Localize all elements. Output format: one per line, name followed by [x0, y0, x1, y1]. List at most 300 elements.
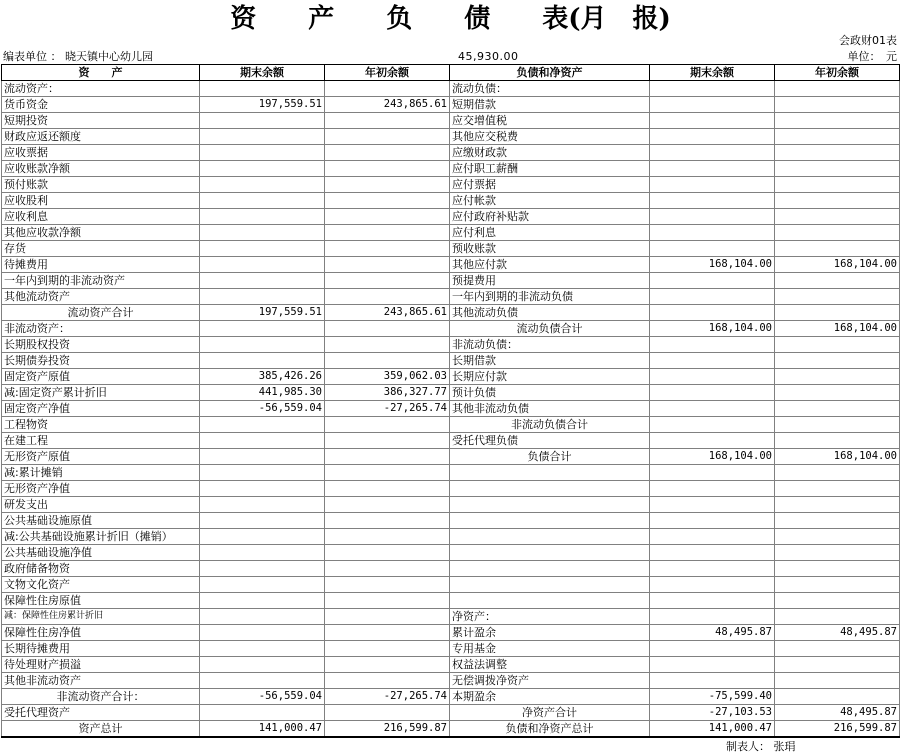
col-header-asset-year-start: 年初余额	[325, 65, 450, 81]
liability-period-end	[650, 577, 775, 593]
table-row	[2, 145, 900, 161]
asset-item: 其他非流动资产	[2, 673, 200, 689]
liability-period-end	[650, 97, 775, 113]
asset-item: 待摊费用	[2, 257, 200, 273]
table-row	[2, 257, 900, 273]
liability-period-end	[650, 241, 775, 257]
liability-period-end	[650, 609, 775, 625]
asset-item: 预付账款	[2, 177, 200, 193]
report-title: 资 产 负 债 表(月 报)	[230, 4, 671, 34]
table-row	[2, 177, 900, 193]
liability-item: 应付票据	[450, 177, 650, 193]
asset-year-start	[325, 609, 450, 625]
liability-period-end	[650, 545, 775, 561]
asset-item: 在建工程	[2, 433, 200, 449]
table-row	[2, 513, 900, 529]
liability-year-start	[775, 545, 900, 561]
liability-item: 专用基金	[450, 641, 650, 657]
liability-period-end: 168,104.00	[650, 321, 775, 337]
liability-item: 净资产合计	[450, 705, 650, 721]
table-body	[2, 81, 900, 738]
liability-period-end: 141,000.47	[650, 721, 775, 738]
asset-year-start	[325, 641, 450, 657]
liability-year-start: 168,104.00	[775, 321, 900, 337]
balance-sheet-table	[1, 64, 900, 738]
liability-period-end	[650, 225, 775, 241]
asset-year-start	[325, 241, 450, 257]
asset-year-start	[325, 593, 450, 609]
header-amount: 45,930.00	[458, 50, 519, 63]
asset-year-start	[325, 513, 450, 529]
currency-unit: 单位： 元	[847, 50, 897, 63]
liability-year-start	[775, 81, 900, 97]
asset-year-start	[325, 273, 450, 289]
asset-year-start	[325, 257, 450, 273]
asset-year-start: 243,865.61	[325, 305, 450, 321]
asset-period-end	[200, 241, 325, 257]
liability-item: 长期应付款	[450, 369, 650, 385]
liability-period-end	[650, 641, 775, 657]
liability-period-end	[650, 177, 775, 193]
table-row	[2, 81, 900, 97]
asset-item: 应收股利	[2, 193, 200, 209]
table-row	[2, 625, 900, 641]
asset-item: 固定资产净值	[2, 401, 200, 417]
liability-item: 其他应付款	[450, 257, 650, 273]
liability-year-start	[775, 529, 900, 545]
col-header-assets: 资 产	[2, 65, 200, 81]
asset-item: 流动资产合计	[2, 305, 200, 321]
liability-year-start	[775, 145, 900, 161]
table-row	[2, 609, 900, 625]
table-row	[2, 241, 900, 257]
asset-year-start	[325, 81, 450, 97]
asset-item: 长期待摊费用	[2, 641, 200, 657]
liability-year-start	[775, 417, 900, 433]
form-number: 会政财01表	[839, 34, 897, 47]
liability-item: 应付利息	[450, 225, 650, 241]
liability-year-start	[775, 113, 900, 129]
table-row	[2, 417, 900, 433]
asset-item: 减:固定资产累计折旧	[2, 385, 200, 401]
table-row	[2, 337, 900, 353]
preparer: 制表人： 张琄	[726, 740, 796, 753]
table-header-row	[2, 65, 900, 81]
liability-item: 净资产：	[450, 609, 650, 625]
table-row	[2, 401, 900, 417]
asset-period-end	[200, 417, 325, 433]
liability-item: 累计盈余	[450, 625, 650, 641]
liability-year-start	[775, 337, 900, 353]
asset-year-start	[325, 481, 450, 497]
liability-item: 非流动负债：	[450, 337, 650, 353]
asset-period-end	[200, 225, 325, 241]
asset-item: 流动资产：	[2, 81, 200, 97]
asset-year-start: -27,265.74	[325, 689, 450, 705]
asset-year-start	[325, 321, 450, 337]
liability-period-end	[650, 465, 775, 481]
liability-year-start	[775, 593, 900, 609]
liability-period-end	[650, 433, 775, 449]
asset-year-start	[325, 417, 450, 433]
asset-year-start	[325, 433, 450, 449]
asset-year-start	[325, 529, 450, 545]
table-row	[2, 481, 900, 497]
liability-period-end: 168,104.00	[650, 449, 775, 465]
table-row	[2, 433, 900, 449]
liability-item	[450, 465, 650, 481]
asset-period-end	[200, 577, 325, 593]
liability-year-start	[775, 401, 900, 417]
asset-period-end	[200, 465, 325, 481]
asset-item: 货币资金	[2, 97, 200, 113]
col-header-liability-period-end: 期末余额	[650, 65, 775, 81]
liability-year-start	[775, 161, 900, 177]
liability-year-start	[775, 481, 900, 497]
liability-period-end	[650, 129, 775, 145]
table-row	[2, 161, 900, 177]
asset-period-end	[200, 433, 325, 449]
asset-year-start	[325, 145, 450, 161]
asset-item: 公共基础设施原值	[2, 513, 200, 529]
liability-item	[450, 481, 650, 497]
asset-period-end	[200, 625, 325, 641]
liability-item: 一年内到期的非流动负债	[450, 289, 650, 305]
asset-year-start	[325, 225, 450, 241]
asset-year-start	[325, 353, 450, 369]
liability-item	[450, 545, 650, 561]
asset-item: 长期股权投资	[2, 337, 200, 353]
table-row	[2, 673, 900, 689]
asset-period-end	[200, 513, 325, 529]
asset-item: 减：保障性住房累计折旧	[2, 609, 200, 625]
liability-period-end	[650, 369, 775, 385]
table-row	[2, 721, 900, 738]
asset-year-start	[325, 113, 450, 129]
liability-period-end	[650, 513, 775, 529]
asset-period-end	[200, 145, 325, 161]
asset-period-end	[200, 673, 325, 689]
asset-item: 无形资产原值	[2, 449, 200, 465]
table-row	[2, 577, 900, 593]
asset-item: 一年内到期的非流动资产	[2, 273, 200, 289]
asset-period-end	[200, 289, 325, 305]
liability-period-end	[650, 193, 775, 209]
table-row	[2, 705, 900, 721]
table-row	[2, 305, 900, 321]
asset-period-end	[200, 449, 325, 465]
reporting-unit: 编表单位 ： 晓天镇中心幼儿园	[3, 50, 153, 63]
liability-year-start	[775, 657, 900, 673]
asset-year-start	[325, 209, 450, 225]
liability-period-end	[650, 417, 775, 433]
liability-year-start	[775, 97, 900, 113]
asset-item: 公共基础设施净值	[2, 545, 200, 561]
asset-year-start	[325, 545, 450, 561]
liability-item: 流动负债：	[450, 81, 650, 97]
liability-year-start: 168,104.00	[775, 449, 900, 465]
asset-period-end	[200, 481, 325, 497]
asset-item: 保障性住房净值	[2, 625, 200, 641]
table-row	[2, 449, 900, 465]
liability-period-end	[650, 497, 775, 513]
asset-item: 受托代理资产	[2, 705, 200, 721]
liability-period-end	[650, 481, 775, 497]
table-row	[2, 273, 900, 289]
asset-year-start	[325, 129, 450, 145]
liability-year-start	[775, 609, 900, 625]
asset-period-end	[200, 321, 325, 337]
asset-period-end: 141,000.47	[200, 721, 325, 738]
table-row	[2, 545, 900, 561]
liability-item: 预提费用	[450, 273, 650, 289]
asset-item: 长期债券投资	[2, 353, 200, 369]
liability-item: 本期盈余	[450, 689, 650, 705]
asset-period-end	[200, 353, 325, 369]
asset-period-end: 441,985.30	[200, 385, 325, 401]
liability-item	[450, 561, 650, 577]
liability-year-start	[775, 241, 900, 257]
liability-item: 应付职工薪酬	[450, 161, 650, 177]
liability-year-start	[775, 177, 900, 193]
table-row	[2, 465, 900, 481]
asset-item: 资产总计	[2, 721, 200, 738]
asset-year-start	[325, 673, 450, 689]
liability-year-start	[775, 513, 900, 529]
table-row	[2, 641, 900, 657]
liability-year-start	[775, 433, 900, 449]
liability-item: 应付政府补贴款	[450, 209, 650, 225]
liability-year-start	[775, 465, 900, 481]
liability-period-end	[650, 673, 775, 689]
liability-year-start	[775, 193, 900, 209]
asset-year-start: 243,865.61	[325, 97, 450, 113]
header-info-row	[0, 50, 901, 64]
liability-period-end	[650, 385, 775, 401]
liability-period-end	[650, 305, 775, 321]
asset-item: 应收账款净额	[2, 161, 200, 177]
asset-item: 减:公共基础设施累计折旧（摊销）	[2, 529, 200, 545]
liability-year-start: 216,599.87	[775, 721, 900, 738]
table-row	[2, 529, 900, 545]
asset-year-start: 216,599.87	[325, 721, 450, 738]
liability-item	[450, 497, 650, 513]
asset-item: 工程物资	[2, 417, 200, 433]
asset-period-end: 385,426.26	[200, 369, 325, 385]
asset-item: 无形资产净值	[2, 481, 200, 497]
table-row	[2, 113, 900, 129]
asset-period-end	[200, 257, 325, 273]
asset-item: 其他流动资产	[2, 289, 200, 305]
liability-year-start	[775, 689, 900, 705]
liability-year-start: 168,104.00	[775, 257, 900, 273]
table-row	[2, 593, 900, 609]
asset-item: 文物文化资产	[2, 577, 200, 593]
table-row	[2, 97, 900, 113]
asset-period-end	[200, 129, 325, 145]
liability-item	[450, 577, 650, 593]
asset-period-end: 197,559.51	[200, 97, 325, 113]
asset-item: 固定资产原值	[2, 369, 200, 385]
table-row	[2, 561, 900, 577]
liability-item: 权益法调整	[450, 657, 650, 673]
liability-item: 预收账款	[450, 241, 650, 257]
asset-item: 待处理财产损溢	[2, 657, 200, 673]
liability-year-start	[775, 129, 900, 145]
asset-period-end	[200, 161, 325, 177]
liability-period-end	[650, 561, 775, 577]
asset-period-end	[200, 81, 325, 97]
asset-year-start	[325, 705, 450, 721]
liability-period-end	[650, 337, 775, 353]
liability-year-start	[775, 305, 900, 321]
liability-period-end	[650, 529, 775, 545]
liability-item: 应缴财政款	[450, 145, 650, 161]
table-row	[2, 129, 900, 145]
liability-item: 应交增值税	[450, 113, 650, 129]
asset-period-end	[200, 705, 325, 721]
asset-period-end	[200, 193, 325, 209]
liability-period-end	[650, 657, 775, 673]
asset-item: 应收利息	[2, 209, 200, 225]
table-row	[2, 353, 900, 369]
asset-year-start	[325, 449, 450, 465]
liability-year-start	[775, 209, 900, 225]
liability-item	[450, 593, 650, 609]
liability-period-end: 48,495.87	[650, 625, 775, 641]
asset-item: 非流动资产合计：	[2, 689, 200, 705]
liability-year-start	[775, 385, 900, 401]
liability-year-start	[775, 289, 900, 305]
asset-period-end	[200, 609, 325, 625]
table-row	[2, 657, 900, 673]
asset-year-start	[325, 497, 450, 513]
table-row	[2, 193, 900, 209]
asset-year-start	[325, 337, 450, 353]
asset-year-start: 359,062.03	[325, 369, 450, 385]
liability-period-end: -75,599.40	[650, 689, 775, 705]
liability-item	[450, 513, 650, 529]
asset-period-end: 197,559.51	[200, 305, 325, 321]
col-header-asset-period-end: 期末余额	[200, 65, 325, 81]
asset-period-end	[200, 497, 325, 513]
liability-item: 其他流动负债	[450, 305, 650, 321]
table-row	[2, 209, 900, 225]
asset-item: 减:累计摊销	[2, 465, 200, 481]
asset-period-end	[200, 561, 325, 577]
asset-period-end	[200, 641, 325, 657]
liability-year-start	[775, 273, 900, 289]
asset-year-start	[325, 561, 450, 577]
liability-period-end	[650, 209, 775, 225]
liability-item: 长期借款	[450, 353, 650, 369]
asset-year-start	[325, 161, 450, 177]
asset-period-end	[200, 593, 325, 609]
asset-period-end	[200, 545, 325, 561]
asset-item: 政府储备物资	[2, 561, 200, 577]
liability-period-end	[650, 593, 775, 609]
liability-year-start	[775, 561, 900, 577]
asset-period-end	[200, 529, 325, 545]
asset-item: 保障性住房原值	[2, 593, 200, 609]
liability-period-end	[650, 81, 775, 97]
liability-item	[450, 529, 650, 545]
asset-year-start: -27,265.74	[325, 401, 450, 417]
liability-item: 预计负债	[450, 385, 650, 401]
liability-item: 其他应交税费	[450, 129, 650, 145]
asset-item: 非流动资产：	[2, 321, 200, 337]
liability-period-end	[650, 401, 775, 417]
liability-period-end	[650, 113, 775, 129]
liability-period-end: -27,103.53	[650, 705, 775, 721]
table-row	[2, 225, 900, 241]
liability-year-start	[775, 369, 900, 385]
asset-period-end: -56,559.04	[200, 401, 325, 417]
asset-item: 其他应收款净额	[2, 225, 200, 241]
asset-item: 短期投资	[2, 113, 200, 129]
asset-period-end	[200, 209, 325, 225]
liability-year-start	[775, 353, 900, 369]
liability-item: 流动负债合计	[450, 321, 650, 337]
asset-year-start	[325, 657, 450, 673]
asset-period-end	[200, 337, 325, 353]
liability-item: 无偿调拨净资产	[450, 673, 650, 689]
liability-item: 受托代理负债	[450, 433, 650, 449]
asset-year-start	[325, 625, 450, 641]
col-header-liabilities: 负债和净资产	[450, 65, 650, 81]
asset-period-end: -56,559.04	[200, 689, 325, 705]
asset-period-end	[200, 113, 325, 129]
liability-item: 非流动负债合计	[450, 417, 650, 433]
asset-item: 存货	[2, 241, 200, 257]
liability-item: 负债合计	[450, 449, 650, 465]
asset-year-start	[325, 577, 450, 593]
asset-year-start	[325, 465, 450, 481]
liability-year-start	[775, 673, 900, 689]
asset-period-end	[200, 657, 325, 673]
liability-year-start	[775, 577, 900, 593]
liability-year-start	[775, 641, 900, 657]
table-row	[2, 385, 900, 401]
asset-period-end	[200, 177, 325, 193]
table-row	[2, 497, 900, 513]
asset-item: 财政应返还额度	[2, 129, 200, 145]
liability-period-end	[650, 161, 775, 177]
liability-period-end: 168,104.00	[650, 257, 775, 273]
liability-period-end	[650, 145, 775, 161]
col-header-liability-year-start: 年初余额	[775, 65, 900, 81]
asset-year-start	[325, 289, 450, 305]
table-row	[2, 289, 900, 305]
table-row	[2, 369, 900, 385]
liability-period-end	[650, 353, 775, 369]
asset-period-end	[200, 273, 325, 289]
table-row	[2, 689, 900, 705]
liability-period-end	[650, 289, 775, 305]
asset-year-start: 386,327.77	[325, 385, 450, 401]
liability-year-start: 48,495.87	[775, 705, 900, 721]
asset-item: 研发支出	[2, 497, 200, 513]
liability-item: 短期借款	[450, 97, 650, 113]
liability-year-start	[775, 225, 900, 241]
liability-item: 应付帐款	[450, 193, 650, 209]
liability-year-start	[775, 497, 900, 513]
asset-year-start	[325, 193, 450, 209]
asset-year-start	[325, 177, 450, 193]
liability-year-start: 48,495.87	[775, 625, 900, 641]
liability-period-end	[650, 273, 775, 289]
liability-item: 负债和净资产总计	[450, 721, 650, 738]
